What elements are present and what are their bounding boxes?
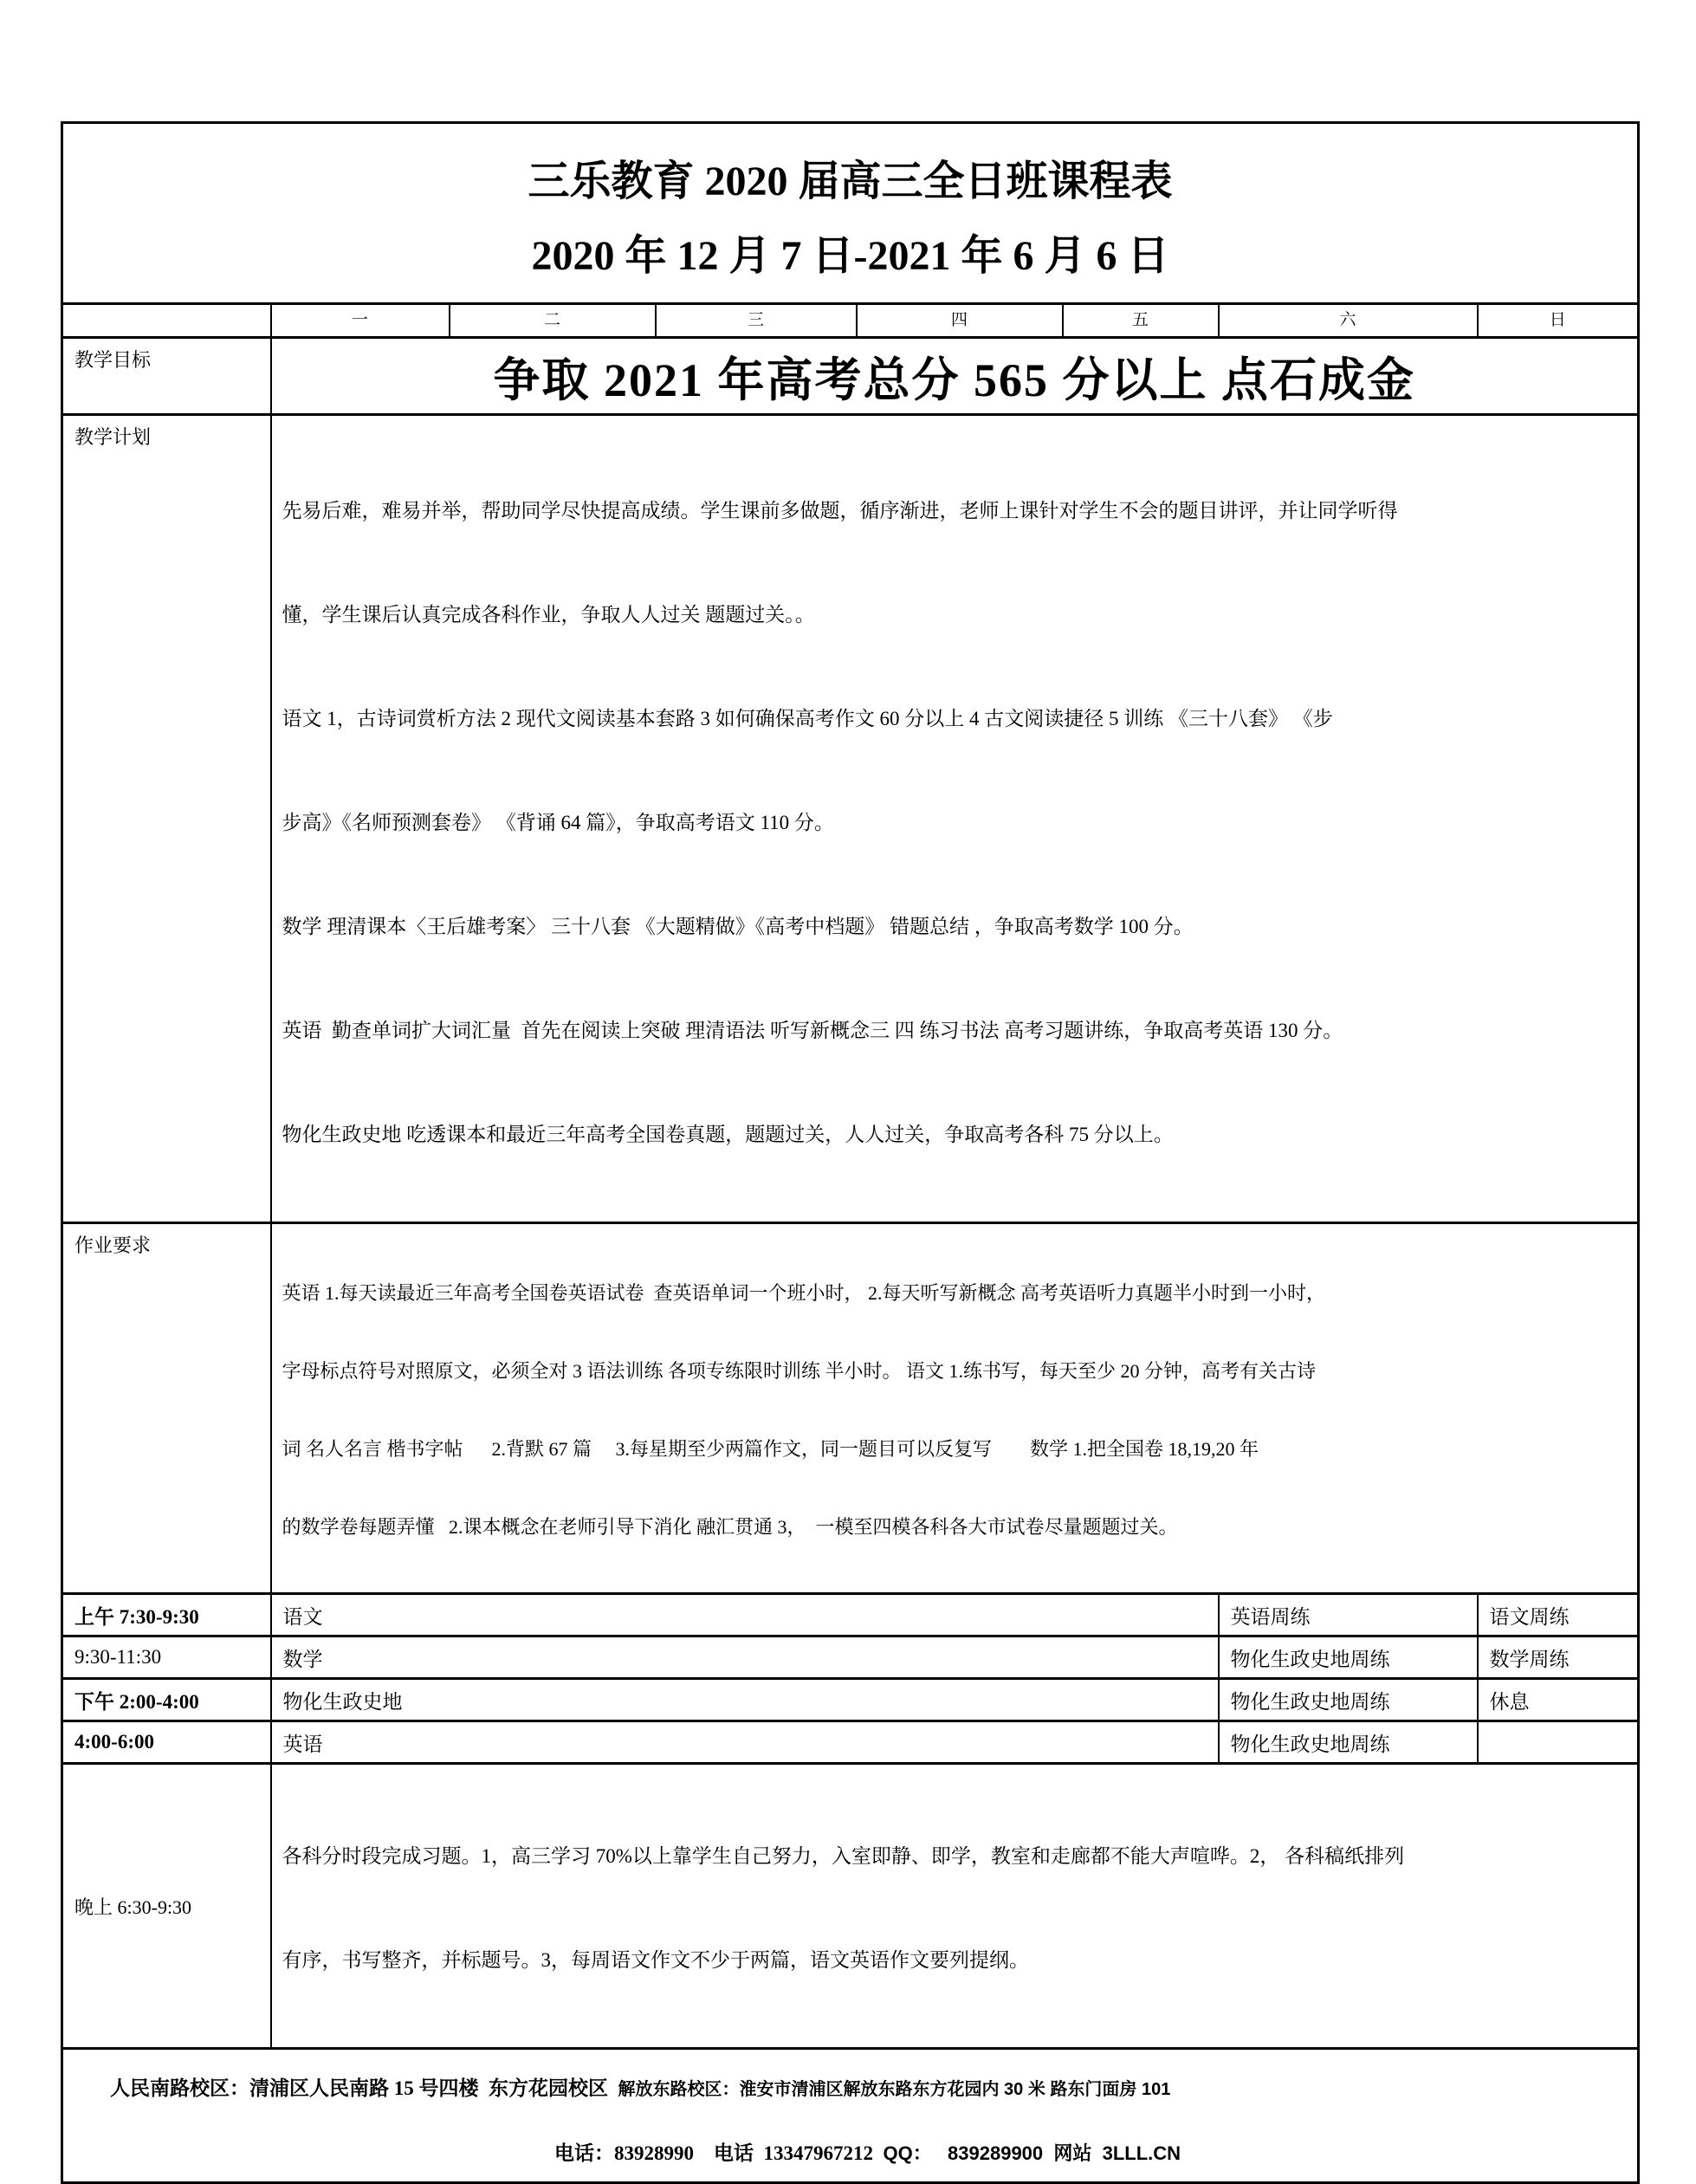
- sunday-activity-afternoon-2: [1478, 1721, 1639, 1764]
- teaching-goal-label: 教学目标: [62, 338, 271, 415]
- subject-mon-fri-morning-1: 语文: [271, 1594, 1219, 1636]
- title-line2: 2020 年 12 月 7 日-2021 年 6 月 6 日: [531, 233, 1169, 279]
- plan-line-4: 步高》《名师预测套卷》 《背诵 64 篇》，争取高考语文 110 分。: [282, 812, 834, 833]
- document-title: [62, 123, 1639, 304]
- sunday-activity-morning-1: 语文周练: [1478, 1594, 1639, 1636]
- time-label-evening: 晚上 6:30-9:30: [62, 1764, 271, 2049]
- homework-line-4: 的数学卷每题弄懂 2.课本概念在老师引导下消化 融汇贯通 3， 一模至四模各科各大市试卷尽量题题过关。: [282, 1516, 1178, 1538]
- course-schedule-document: [61, 121, 1640, 2184]
- campus-address-east: 解放东路校区：淮安市清浦区解放东路东方花园内 30 米 路东门面房 101: [618, 2080, 1171, 2099]
- time-label-morning-1: 上午 7:30-9:30: [62, 1594, 271, 1636]
- plan-line-6: 英语 勤查单词扩大词汇量 首先在阅读上突破 理清语法 听写新概念三 四 练习书法 高考习题讲练，争取高考英语 130 分。: [282, 1020, 1343, 1041]
- goal-slogan-text: 争取 2021 年高考总分 565 分以上 点石成金: [493, 353, 1415, 406]
- teaching-plan-content: [271, 415, 1639, 1223]
- teaching-plan-label: 教学计划: [62, 415, 271, 1223]
- homework-requirements-row: [62, 1223, 1639, 1594]
- schedule-row-evening: [62, 1764, 1639, 2049]
- plan-line-5: 数学 理清课本〈王后雄考案〉 三十八套 《大题精做》《高考中档题》 错题总结 ，争取高考数学 100 分。: [282, 916, 1194, 937]
- weekday-header-row: [62, 304, 1639, 338]
- day-monday: 一: [271, 304, 450, 338]
- contact-numbers-line: [63, 2122, 1637, 2181]
- teaching-goal-content: [271, 338, 1639, 415]
- day-sunday: 日: [1478, 304, 1639, 338]
- schedule-table: [61, 121, 1640, 2184]
- sunday-activity-morning-2: 数学周练: [1478, 1636, 1639, 1679]
- schedule-row-afternoon-2: [62, 1721, 1639, 1764]
- saturday-activity-afternoon-1: 物化生政史地周练: [1219, 1679, 1478, 1721]
- plan-line-7: 物化生政史地 吃透课本和最近三年高考全国卷真题，题题过关，人人过关，争取高考各科 75 分以上。: [282, 1124, 1174, 1145]
- subject-mon-fri-morning-2: 数学: [271, 1636, 1219, 1679]
- day-saturday: 六: [1219, 304, 1478, 338]
- campus-contact-info: [62, 2049, 1639, 2183]
- campus-addresses-line: [63, 2050, 1637, 2116]
- evening-content: [271, 1764, 1639, 2049]
- time-label-morning-2: 9:30-11:30: [62, 1636, 271, 1679]
- schedule-row-morning-1: [62, 1594, 1639, 1636]
- teaching-plan-row: [62, 415, 1639, 1223]
- evening-line-1: 各科分时段完成习题。1，高三学习 70%以上靠学生自己努力，入室即静、即学，教室和走廊都不能大声喧哗。2， 各科稿纸排列: [282, 1845, 1405, 1867]
- plan-line-1: 先易后难，难易并举，帮助同学尽快提高成绩。学生课前多做题，循序渐进，老师上课针对学生不会的题目讲评，并让同学听得: [282, 500, 1398, 522]
- title-row: [62, 123, 1639, 304]
- title-line1: 三乐教育 2020 届高三全日班课程表: [528, 159, 1173, 204]
- plan-line-3: 语文 1，古诗词赏析方法 2 现代文阅读基本套路 3 如何确保高考作文 60 分以上 4 古文阅读捷径 5 训练 《三十八套》 《步: [282, 708, 1333, 729]
- day-wednesday: 三: [656, 304, 857, 338]
- homework-content: [271, 1223, 1639, 1594]
- footer-row: [62, 2049, 1639, 2183]
- subject-mon-fri-afternoon-2: 英语: [271, 1721, 1219, 1764]
- time-label-afternoon-2: 4:00-6:00: [62, 1721, 271, 1764]
- sunday-activity-afternoon-1: 休息: [1478, 1679, 1639, 1721]
- evening-line-2: 有序，书写整齐，并标题号。3，每周语文作文不少于两篇，语文英语作文要列提纲。: [282, 1949, 1029, 1971]
- subject-mon-fri-afternoon-1: 物化生政史地: [271, 1679, 1219, 1721]
- plan-line-2: 懂，学生课后认真完成各科作业，争取人人过关 题题过关。。: [282, 604, 815, 625]
- day-tuesday: 二: [450, 304, 656, 338]
- day-friday: 五: [1063, 304, 1219, 338]
- homework-line-1: 英语 1.每天读最近三年高考全国卷英语试卷 查英语单词一个班小时， 2.每天听写新概念 高考英语听力真题半小时到一小时，: [282, 1282, 1326, 1304]
- qq-and-website: QQ： 839289900 网站 3LLL.CN: [883, 2142, 1181, 2164]
- corner-cell: [62, 304, 271, 338]
- homework-line-2: 字母标点符号对照原文，必须全对 3 语法训练 各项专练限时训练 半小时。 语文 1.练书写，每天至少 20 分钟，高考有关古诗: [282, 1360, 1317, 1382]
- time-label-afternoon-1: 下午 2:00-4:00: [62, 1679, 271, 1721]
- saturday-activity-morning-1: 英语周练: [1219, 1594, 1478, 1636]
- phone-numbers: 电话：83928990 电话 13347967212: [553, 2142, 884, 2164]
- teaching-goal-row: [62, 338, 1639, 415]
- schedule-row-morning-2: [62, 1636, 1639, 1679]
- day-thursday: 四: [857, 304, 1063, 338]
- homework-line-3: 词 名人名言 楷书字帖 2.背默 67 篇 3.每星期至少两篇作文，同一题目可以反复写 数学 1.把全国卷 18,19,20 年: [282, 1438, 1259, 1460]
- saturday-activity-afternoon-2: 物化生政史地周练: [1219, 1721, 1478, 1764]
- campus-address-main: 人民南路校区：清浦区人民南路 15 号四楼 东方花园校区: [110, 2077, 618, 2099]
- homework-label: 作业要求: [62, 1223, 271, 1594]
- saturday-activity-morning-2: 物化生政史地周练: [1219, 1636, 1478, 1679]
- schedule-row-afternoon-1: [62, 1679, 1639, 1721]
